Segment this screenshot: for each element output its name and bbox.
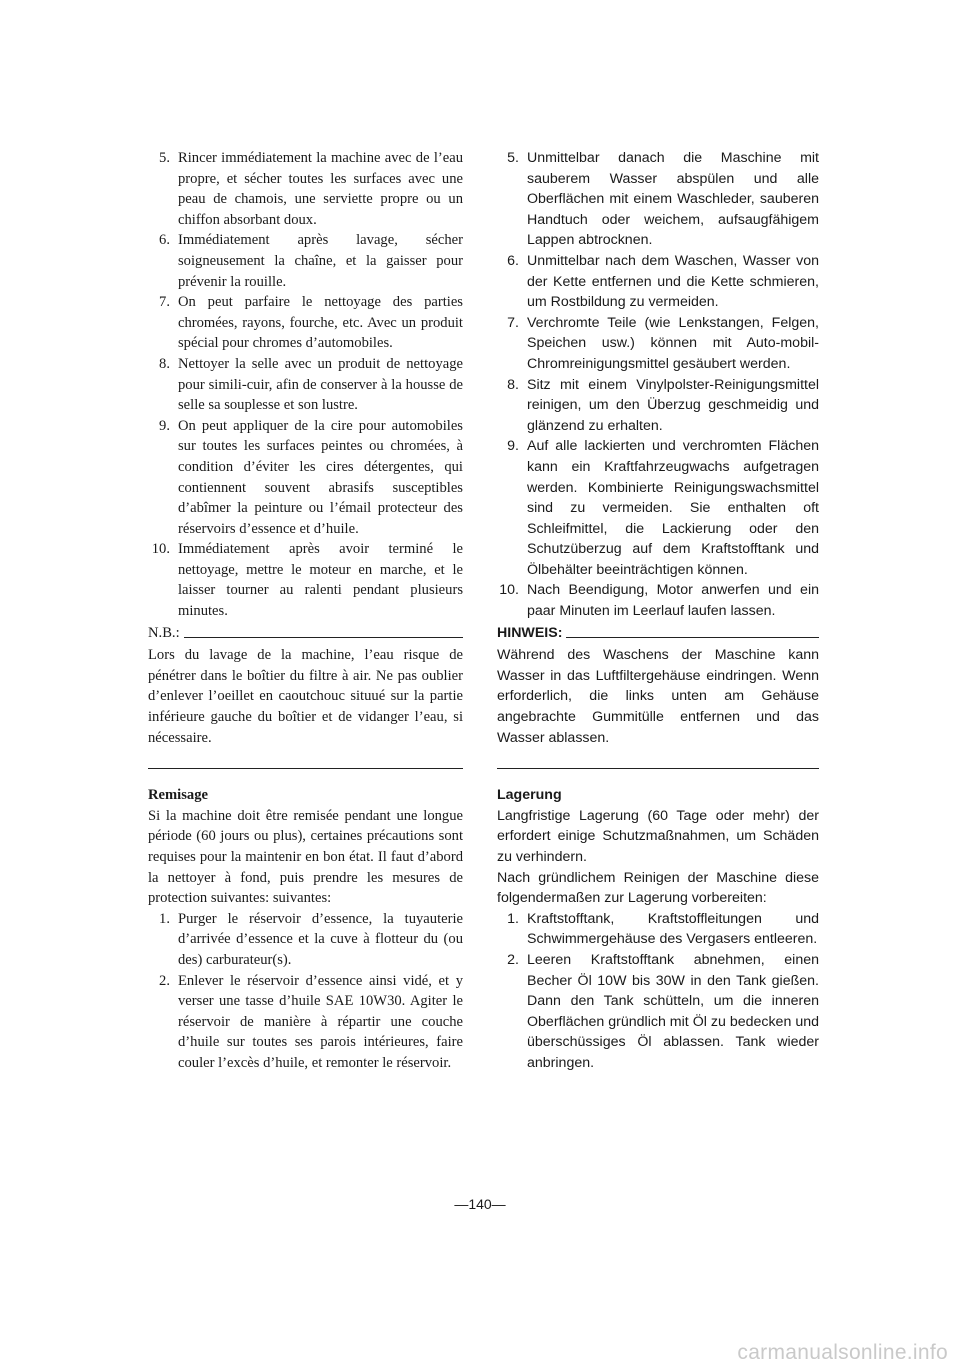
item-text: Immédiatement après lavage, sécher soigneusement la chaîne, et la gaisser pour prévenir la rouille. — [178, 232, 463, 290]
item-text: Nettoyer la selle avec un produit de nettoyage pour simili-cuir, afin de conserver à la housse de selle sa souplesse et son lustre. — [178, 355, 463, 414]
list-item — [148, 416, 463, 540]
item-number: 1. — [159, 910, 170, 927]
item-number: 10. — [151, 541, 170, 558]
list-item — [497, 436, 819, 580]
storage-intro-2: Nach gründlichem Reinigen der Maschine diese folgendermaßen zur Lagerung vorbereiten: — [497, 869, 819, 907]
section-divider — [497, 768, 819, 769]
note-heading — [497, 623, 819, 644]
list-item — [497, 580, 819, 621]
note-rule — [566, 637, 819, 638]
list-item — [497, 909, 819, 950]
item-number: 10. — [499, 582, 519, 599]
list-item — [497, 251, 819, 313]
item-number: 6. — [159, 232, 170, 249]
storage-title: Lagerung — [497, 787, 562, 804]
list-item — [148, 148, 463, 230]
item-text: Unmittelbar danach die Maschine mit sauberem Wasser abspülen und alle Oberflächen mit einem Waschleder, sauberen Handtuch oder weichem, aufsaugfähigem Lappen abtrocknen. — [527, 150, 819, 249]
item-text: Sitz mit einem Vinylpolster-Reinigungsmittel reinigen, um den Überzug geschmeidig und glänzend zu erhalten. — [527, 376, 819, 434]
french-column — [148, 148, 463, 1074]
item-number: 9. — [507, 438, 519, 455]
german-column — [497, 148, 819, 1074]
item-text: Verchromte Teile (wie Lenkstangen, Felgen, Speichen usw.) können mit Auto-mobil-Chromreinigungsmittel gesäubert werden. — [527, 314, 819, 372]
note-text: Während des Waschens der Maschine kann Wasser in das Luftfiltergehäuse eindringen. Wenn erforderlich, die links unten am Gehäuse angebrachte Gummitülle entfernen und das Wasser ablassen. — [497, 647, 819, 746]
item-number: 1. — [507, 910, 519, 927]
note-rule — [184, 637, 463, 638]
item-text: Purger le réservoir d’essence, la tuyauterie d’arrivée d’essence et la cuve à flotteur du (ou des) carburateur(s). — [178, 910, 463, 968]
list-item — [497, 148, 819, 251]
german-cleaning-list — [497, 148, 819, 622]
item-number: 8. — [159, 355, 170, 372]
item-number: 5. — [507, 150, 519, 166]
item-text: On peut appliquer de la cire pour automobiles sur toutes les surfaces peintes ou chromées, à condition d’éviter les cires détergentes, qui contiennent souvent abrasifs susceptibles d’abîmer la peinture ou l’émail protecteur des réservoirs d’essence et d’huile. — [178, 417, 463, 537]
item-number: 8. — [507, 376, 519, 393]
storage-intro: Langfristige Lagerung (60 Tage oder mehr) der erfordert einige Schutzmaßnahmen, um Schäden zu verhindern. — [497, 807, 819, 865]
item-text: On peut parfaire le nettoyage des parties chromées, rayons, fourche, etc. Avec un produit spécial pour chromes d’automobiles. — [178, 294, 463, 352]
item-text: Rincer immédiatement la machine avec de l’eau propre, et sécher toutes les surfaces avec une peau de chamois, une serviette propre ou un chiffon absorbant doux. — [178, 150, 463, 228]
section-divider — [148, 768, 463, 769]
page-number: —140— — [454, 1196, 506, 1212]
item-text: Nach Beendigung, Motor anwerfen und ein paar Minuten im Leerlauf laufen lassen. — [527, 582, 819, 620]
item-text: Kraftstofftank, Kraftstoffleitungen und Schwimmergehäuse des Vergasers entleeren. — [527, 910, 819, 948]
note-label: HINWEIS: — [497, 624, 563, 641]
item-text: Enlever le réservoir d’essence ainsi vidé, et y verser une tasse d’huile SAE 10W30. Agiter le réservoir de manière à répartir une couche d’huile sur toutes ses parois intérieures, faire couler l’excès d’huile, et remonter le réservoir. — [178, 972, 463, 1071]
list-item — [148, 909, 463, 971]
item-number: 5. — [159, 150, 170, 166]
french-cleaning-list — [148, 148, 463, 622]
item-text: Unmittelbar nach dem Waschen, Wasser von der Kette entfernen und die Kette schmieren, um Rostbildung zu vermeiden. — [527, 252, 819, 311]
note-heading — [148, 623, 463, 644]
note-text: Lors du lavage de la machine, l’eau risque de pénétrer dans le boîtier du filtre à air. Ne pas oublier d’enlever l’oeillet en caoutchouc situué sur la partie inférieure gauche du boîtier et de vidanger l’eau, si nécessaire. — [148, 647, 463, 746]
item-number: 6. — [507, 252, 519, 269]
list-item — [497, 313, 819, 375]
list-item — [148, 230, 463, 292]
storage-intro: Si la machine doit être remisée pendant une longue période (60 jours ou plus), certaines précautions sont requises pour la maintenir en bon état. Il faut d’abord la nettoyer à fond, puis prendre les mesures de protection suivantes: suivantes: — [148, 807, 463, 907]
item-number: 7. — [159, 294, 170, 311]
item-number: 2. — [159, 972, 170, 989]
watermark: carmanualsonline.info — [737, 1341, 948, 1364]
german-storage-list — [497, 909, 819, 1074]
item-text: Auf alle lackierten und verchromten Flächen kann ein Kraftfahrzeugwachs aufgetragen werden. Kombinierte Reinigungswachsmittel sind zu vermeiden. Sie enthalten oft Schleifmittel, die Lackierung oder den Schutzüberzug auf dem Kraftstofftank und Ölbehälter beeinträchtigen können. — [527, 438, 819, 578]
item-number: 9. — [159, 417, 170, 434]
list-item — [497, 950, 819, 1074]
list-item — [148, 292, 463, 354]
item-number: 2. — [507, 951, 519, 968]
list-item — [148, 971, 463, 1074]
storage-title: Remisage — [148, 787, 208, 804]
list-item — [148, 354, 463, 416]
item-number: 7. — [507, 314, 519, 331]
french-storage-list — [148, 909, 463, 1074]
list-item — [497, 375, 819, 437]
item-text: Immédiatement après avoir terminé le nettoyage, mettre le moteur en marche, et le laisser tourner au ralenti pendant plusieurs minutes. — [178, 541, 463, 620]
note-label: N.B.: — [148, 624, 180, 641]
list-item — [148, 539, 463, 621]
item-text: Leeren Kraftstofftank abnehmen, einen Becher Öl 10W bis 30W in den Tank gießen. Dann den Tank schütteln, um die inneren Oberflächen gründlich mit Öl zu bedecken und überschüssiges Öl ablassen. Tank wieder anbringen. — [527, 951, 819, 1071]
